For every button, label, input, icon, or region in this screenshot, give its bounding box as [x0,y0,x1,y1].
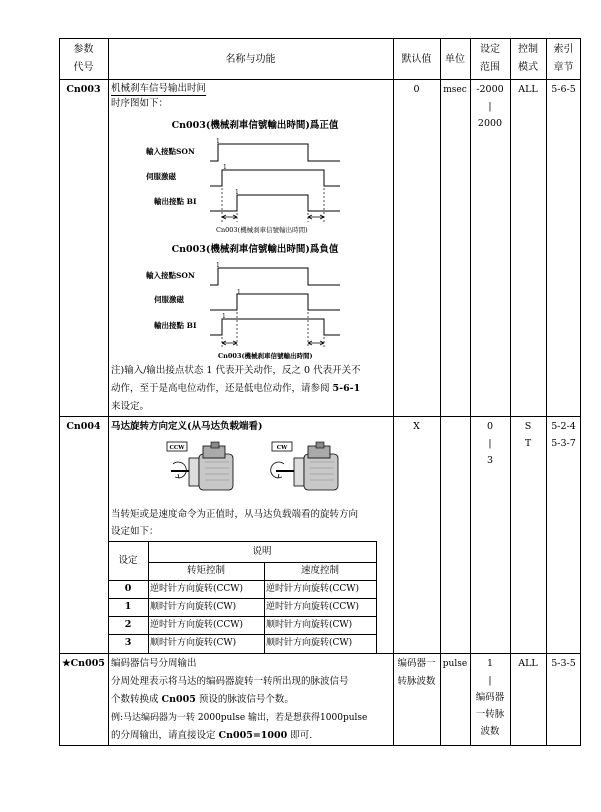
cn005-range [470,657,510,739]
cn004-range-sep: | [488,438,492,449]
timing-diagram-positive [140,118,370,236]
diagram2-caption: Cn003(機械刹車信號輸出時間) [218,352,313,360]
cn005-desc-ref: Cn005 [161,694,196,705]
header-mode-line2: 模式 [518,62,538,73]
cn003-range-sep: | [488,101,492,112]
cn005-desc-line2 [111,693,294,707]
grid-line [470,38,471,746]
diagram1-title: Cn003(機械刹車信號輸出時間)爲正值 [171,120,339,131]
grid-line [393,38,394,746]
cn005-desc-line3: 例:马达编码器为一转 2000pulse 输出，若是想获得1000pulse [111,713,368,723]
grid-line [59,653,581,654]
inner-row-speed: 顺时针方向旋转(CW) [266,638,353,648]
header-param [59,43,108,75]
cn003-mode: ALL [518,84,538,95]
diagram2-row-servo: 伺服激磁 [154,295,184,304]
cn004-range-max: 3 [486,455,494,466]
cn004-index [546,420,581,451]
cn005-desc-text: 的分周输出，请直接设定 [111,730,219,741]
cn005-desc-text: 个数转换成 [111,694,162,705]
diagram2-one: 1 [216,262,220,269]
cn005-desc-line4 [111,729,312,743]
motor-cw-illustration [270,440,360,500]
inner-row-set: 1 [124,601,132,612]
diagram1-row-servo: 伺服激磁 [146,172,176,181]
cn004-index-2: 5-3-7 [551,438,576,449]
header-range-line1: 设定 [480,44,500,55]
inner-row-torque: 逆时针方向旋转(CCW) [150,584,244,594]
cn005-desc-text: 预设的脉波信号个数。 [195,694,294,705]
inner-h-setting: 设定 [118,555,138,566]
motor-cw-label: CW [276,445,288,451]
cn004-index-1: 5-2-4 [551,421,576,432]
inner-row-speed: 顺时针方向旋转(CW) [266,620,353,630]
inner-row-set: 0 [124,583,132,594]
header-mode-line1: 控制 [518,44,538,55]
cn004-desc-line2: 设定如下： [111,526,159,537]
header-name: 名称与功能 [225,54,276,65]
diagram1-son-waveform [210,144,340,161]
cn005-desc-line1: 分周处理表示将马达的编码器旋转一转所出现的脉波信号 [111,676,349,687]
inner-row-torque: 顺时针方向旋转(CW) [150,602,237,612]
cn005-code-text: Cn005 [70,658,105,669]
cn005-range-max: 波数 [480,726,500,737]
cn005-range-sep: | [488,675,492,686]
diagram2-arrow [222,341,237,345]
grid-line [59,79,581,80]
grid-line [440,38,441,746]
cn004-mode [510,420,546,451]
cn005-unit: pulse [442,659,468,669]
cn003-note-line1: 注)输入/输出接点状态 1 代表开关动作，反之 0 代表开关不 [111,365,361,376]
cn005-default [393,657,440,689]
cn004-range-min: 0 [486,421,494,432]
motor-ccw-label: CCW [169,445,185,451]
cn003-note-line3: 来设定。 [111,401,150,412]
header-param-line1: 参数 [73,44,94,55]
grid-line [59,416,581,417]
diagram1-row-bi: 輸出接點 BI [154,197,197,206]
header-default: 默认值 [401,54,432,65]
cn005-code [59,657,108,671]
header-mode [510,43,546,75]
cn005-index: 5-3-5 [551,658,576,669]
cn005-range-max: 编码器 [475,692,505,703]
diagram2-son-waveform [210,268,340,285]
cn003-sub: 时序图如下： [111,98,169,109]
diagram1-arrow [308,215,324,219]
inner-grid-line [148,562,376,563]
motor-ccw-illustration [165,440,255,500]
star-icon: ★ [62,658,71,669]
cn004-mode-s: S [524,421,532,432]
cn004-desc-line1: 当转矩或是速度命令为正值时，从马达负载端看的旋转方向 [111,509,359,520]
diagram2-row-son: 輸入接點SON [146,271,195,280]
diagram1-arrow [222,215,237,219]
cn005-desc-text: 即可. [287,730,313,741]
cn004-code: Cn004 [66,421,101,432]
diagram1-caption: Cn003(機械刹車信號輸出時間) [216,226,308,234]
cn003-note-text: 动作，至于是高电位动作，还是低电位动作，请参阅 [111,383,333,394]
inner-row-speed: 逆时针方向旋转(CCW) [266,602,360,612]
cn003-range-min: -2000 [476,84,504,95]
diagram1-row-son: 輸入接點SON [146,147,195,156]
cn005-mode: ALL [518,658,538,669]
cn004-title: 马达旋转方向定义(从马达负载端看) [111,421,263,432]
inner-row-torque: 逆时针方向旋转(CCW) [150,620,244,630]
timing-diagram-negative [140,240,370,364]
header-range [470,43,510,75]
cn003-note-line2 [111,382,360,396]
cn003-note-ref: 5-6-1 [332,383,361,394]
inner-row-set: 2 [124,619,132,630]
cn004-default: X [413,421,420,432]
inner-row-speed: 逆时针方向旋转(CCW) [266,584,360,594]
diagram2-row-bi: 輸出接點 BI [154,321,197,330]
diagram2-bi-waveform [210,319,340,335]
cn005-default-line1: 编码器一 [397,658,436,669]
inner-row-set: 3 [124,637,132,648]
inner-h-speed: 速度控制 [300,565,339,576]
inner-h-torque: 转矩控制 [186,565,225,576]
diagram1-one: 1 [223,164,227,171]
header-index [546,43,581,75]
header-unit: 单位 [445,54,465,65]
inner-grid-line [376,541,377,653]
cn005-title: 编码器信号分周输出 [111,658,197,669]
cn003-default: 0 [413,84,420,95]
cn003-range [470,83,510,131]
cn005-desc-ref: Cn005=1000 [218,730,288,741]
diagram1-servo-waveform [210,170,340,186]
cn004-mode-t: T [524,438,532,449]
cn003-code: Cn003 [66,84,101,95]
header-range-line2: 范围 [480,62,500,73]
cn005-range-min: 1 [486,658,494,669]
cn005-default-line2: 转脉波数 [397,676,436,687]
grid-line [546,38,547,746]
cn003-range-max: 2000 [477,118,503,129]
cn003-index: 5-6-5 [551,84,576,95]
grid-line [510,38,511,746]
diagram1-bi-waveform [210,195,340,211]
cn005-range-max: 一转脉 [475,709,505,720]
diagram1-one: 1 [216,138,220,145]
diagram1-one: 1 [235,189,239,196]
diagram2-one: 1 [222,313,226,320]
cn003-title: 机械刹车信号输出时间 [111,83,207,94]
header-index-line1: 索引 [553,44,574,55]
header-index-line2: 章节 [553,62,574,73]
diagram2-arrow [308,341,324,345]
cn004-range [470,420,510,468]
inner-h-desc: 说明 [252,546,272,557]
diagram2-servo-waveform [210,294,340,310]
diagram2-title: Cn003(機械刹車信號輸出時間)爲負值 [171,244,339,255]
inner-row-torque: 顺时针方向旋转(CW) [150,638,237,648]
cn003-unit: msec [443,85,467,95]
diagram2-one: 1 [237,289,241,296]
header-param-line2: 代号 [73,62,94,73]
